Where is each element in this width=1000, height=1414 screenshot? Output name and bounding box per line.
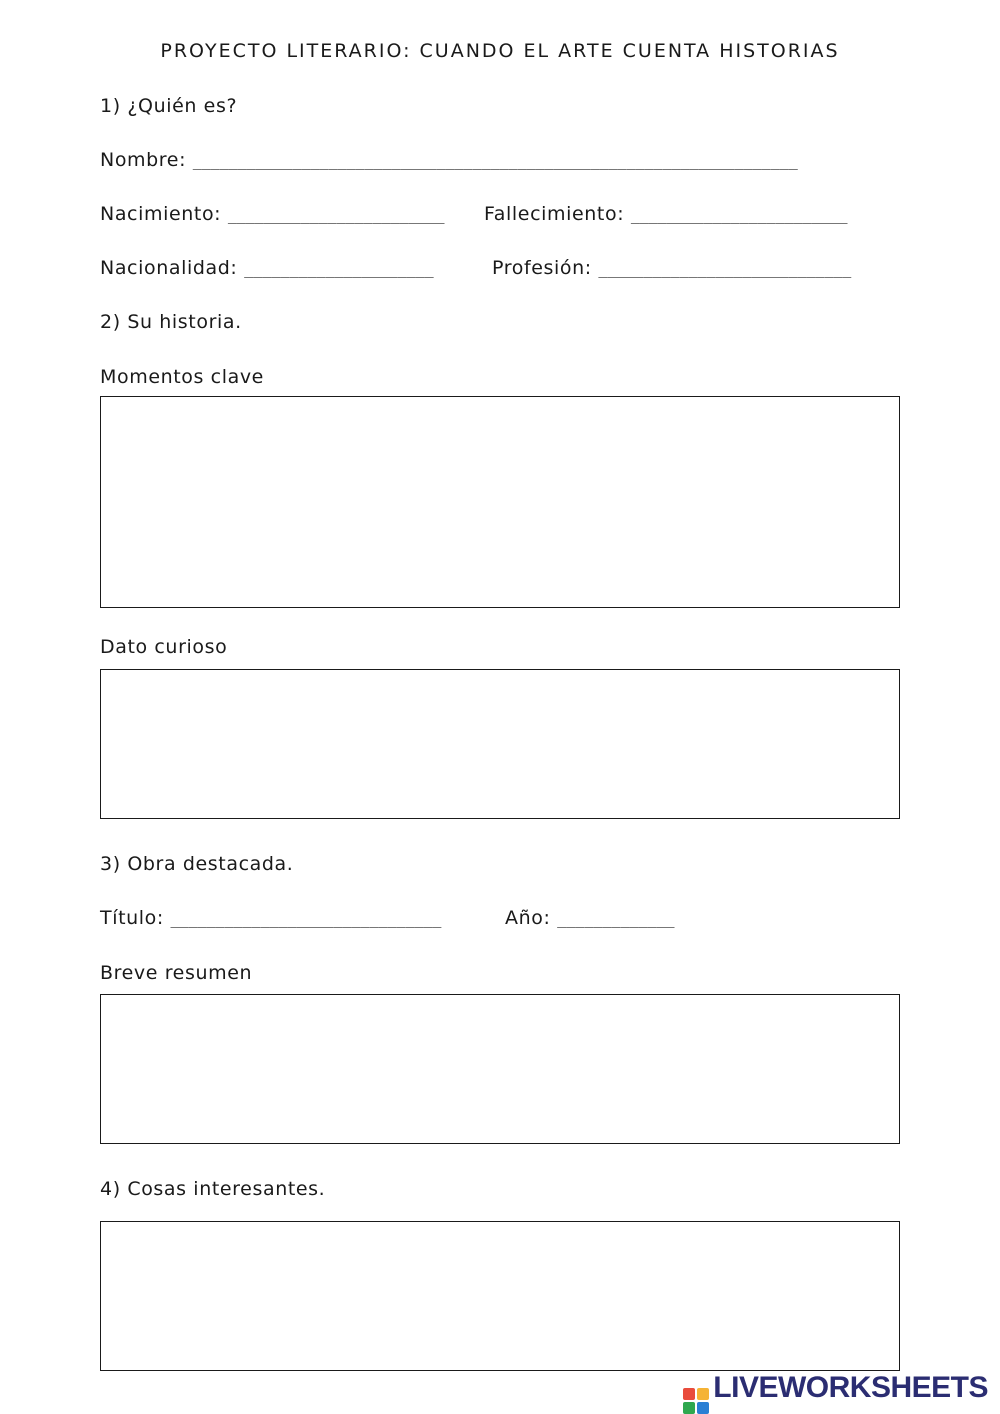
fallecimiento-label: Fallecimiento:: [484, 203, 625, 225]
breve-resumen-box[interactable]: [100, 994, 900, 1144]
liveworksheets-watermark: [683, 1371, 988, 1414]
anio-row: [505, 907, 675, 929]
profesion-field[interactable]: ____________________________: [598, 260, 852, 278]
section1-heading: 1) ¿Quién es?: [100, 95, 238, 117]
titulo-field[interactable]: ______________________________: [170, 910, 442, 928]
anio-field[interactable]: _____________: [557, 910, 675, 928]
nacimiento-label: Nacimiento:: [100, 203, 222, 225]
nacimiento-row: [100, 203, 445, 225]
fallecimiento-field[interactable]: ________________________: [630, 206, 848, 224]
nombre-field[interactable]: ___________________________________________________________________: [192, 152, 798, 170]
fallecimiento-row: [484, 203, 848, 225]
profesion-label: Profesión:: [492, 257, 592, 279]
titulo-label: Título:: [100, 907, 164, 929]
nacionalidad-row: [100, 257, 434, 279]
anio-label: Año:: [505, 907, 551, 929]
titulo-row: [100, 907, 441, 929]
nombre-label: Nombre:: [100, 149, 187, 171]
cosas-interesantes-box[interactable]: [100, 1221, 900, 1371]
nacionalidad-label: Nacionalidad:: [100, 257, 238, 279]
momentos-clave-box[interactable]: [100, 396, 900, 608]
dato-curioso-label: Dato curioso: [100, 636, 228, 658]
watermark-text: LIVEWORKSHEETS: [713, 1371, 988, 1404]
nacionalidad-field[interactable]: _____________________: [244, 260, 434, 278]
nombre-row: [100, 149, 798, 171]
nacimiento-field[interactable]: ________________________: [227, 206, 445, 224]
section2-heading: 2) Su historia.: [100, 311, 242, 333]
profesion-row: [492, 257, 851, 279]
liveworksheets-logo-icon: [683, 1388, 709, 1414]
breve-resumen-label: Breve resumen: [100, 962, 253, 984]
dato-curioso-box[interactable]: [100, 669, 900, 819]
section4-heading: 4) Cosas interesantes.: [100, 1178, 326, 1200]
momentos-clave-label: Momentos clave: [100, 366, 264, 388]
section3-heading: 3) Obra destacada.: [100, 853, 294, 875]
page-title: PROYECTO LITERARIO: CUANDO EL ARTE CUENTA HISTORIAS: [160, 40, 840, 62]
